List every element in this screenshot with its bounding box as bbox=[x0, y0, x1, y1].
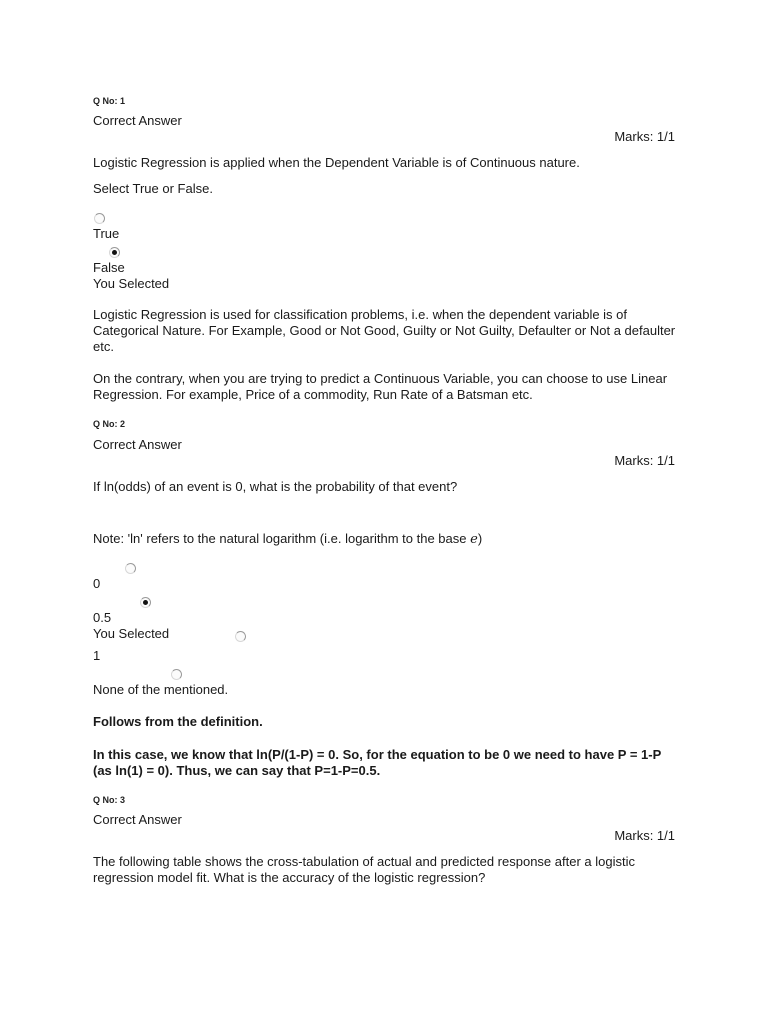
question-note bbox=[93, 531, 482, 548]
question-instruction: Select True or False. bbox=[93, 181, 213, 196]
note-text: Note: 'ln' refers to the natural logarithm (i.e. logarithm to the base bbox=[93, 531, 471, 546]
answer-status: Correct Answer bbox=[93, 113, 182, 128]
answer-status: Correct Answer bbox=[93, 437, 182, 452]
option-label: False bbox=[93, 260, 125, 275]
radio-unchecked-icon[interactable] bbox=[94, 213, 105, 224]
you-selected-label: You Selected bbox=[93, 276, 170, 291]
question-text: If ln(odds) of an event is 0, what is the probability of that event? bbox=[93, 479, 458, 494]
question-text: The following table shows the cross-tabulation of actual and predicted response after a logistic regression model fit. What is the accuracy of the logistic regression? bbox=[93, 854, 635, 885]
explanation-paragraph: Logistic Regression is used for classification problems, i.e. when the dependent variable is of Categorical Nature. For Example, Good or Not Good, Guilty or Not Guilty, Defaulter or Not a defaulter etc. bbox=[93, 307, 676, 354]
marks-score: Marks: 1/1 bbox=[614, 129, 675, 144]
radio-unchecked-icon[interactable] bbox=[235, 631, 246, 642]
option-label: None of the mentioned. bbox=[93, 682, 229, 697]
question-number: Q No: 2 bbox=[93, 419, 126, 429]
note-end: ) bbox=[477, 531, 483, 546]
you-selected-label: You Selected bbox=[93, 626, 170, 641]
question-text: Logistic Regression is applied when the Dependent Variable is of Continuous nature. bbox=[93, 155, 580, 170]
option-label: 0.5 bbox=[93, 610, 112, 625]
option-label: 1 bbox=[93, 648, 101, 663]
explanation-paragraph: In this case, we know that ln(P/(1-P) = 0. So, for the equation to be 0 we need to have P = 1-P (as ln(1) = 0). Thus, we can say that P=1-P=0.5. bbox=[93, 747, 662, 778]
quiz-results bbox=[93, 0, 676, 885]
marks-score: Marks: 1/1 bbox=[614, 453, 675, 468]
option-label: True bbox=[93, 226, 120, 241]
radio-unchecked-icon[interactable] bbox=[171, 669, 182, 680]
question-number: Q No: 1 bbox=[93, 96, 126, 106]
question-number: Q No: 3 bbox=[93, 795, 126, 805]
radio-unchecked-icon[interactable] bbox=[125, 563, 136, 574]
option-label: 0 bbox=[93, 576, 101, 591]
radio-checked-icon[interactable] bbox=[140, 597, 151, 608]
math-symbol-e: e bbox=[470, 532, 478, 547]
radio-checked-icon[interactable] bbox=[109, 247, 120, 258]
explanation-paragraph: Follows from the definition. bbox=[93, 714, 263, 729]
marks-score: Marks: 1/1 bbox=[614, 828, 675, 843]
explanation-paragraph: On the contrary, when you are trying to predict a Continuous Variable, you can choose to use Linear Regression. For example, Price of a commodity, Run Rate of a Batsman etc. bbox=[93, 371, 668, 402]
answer-status: Correct Answer bbox=[93, 812, 182, 827]
